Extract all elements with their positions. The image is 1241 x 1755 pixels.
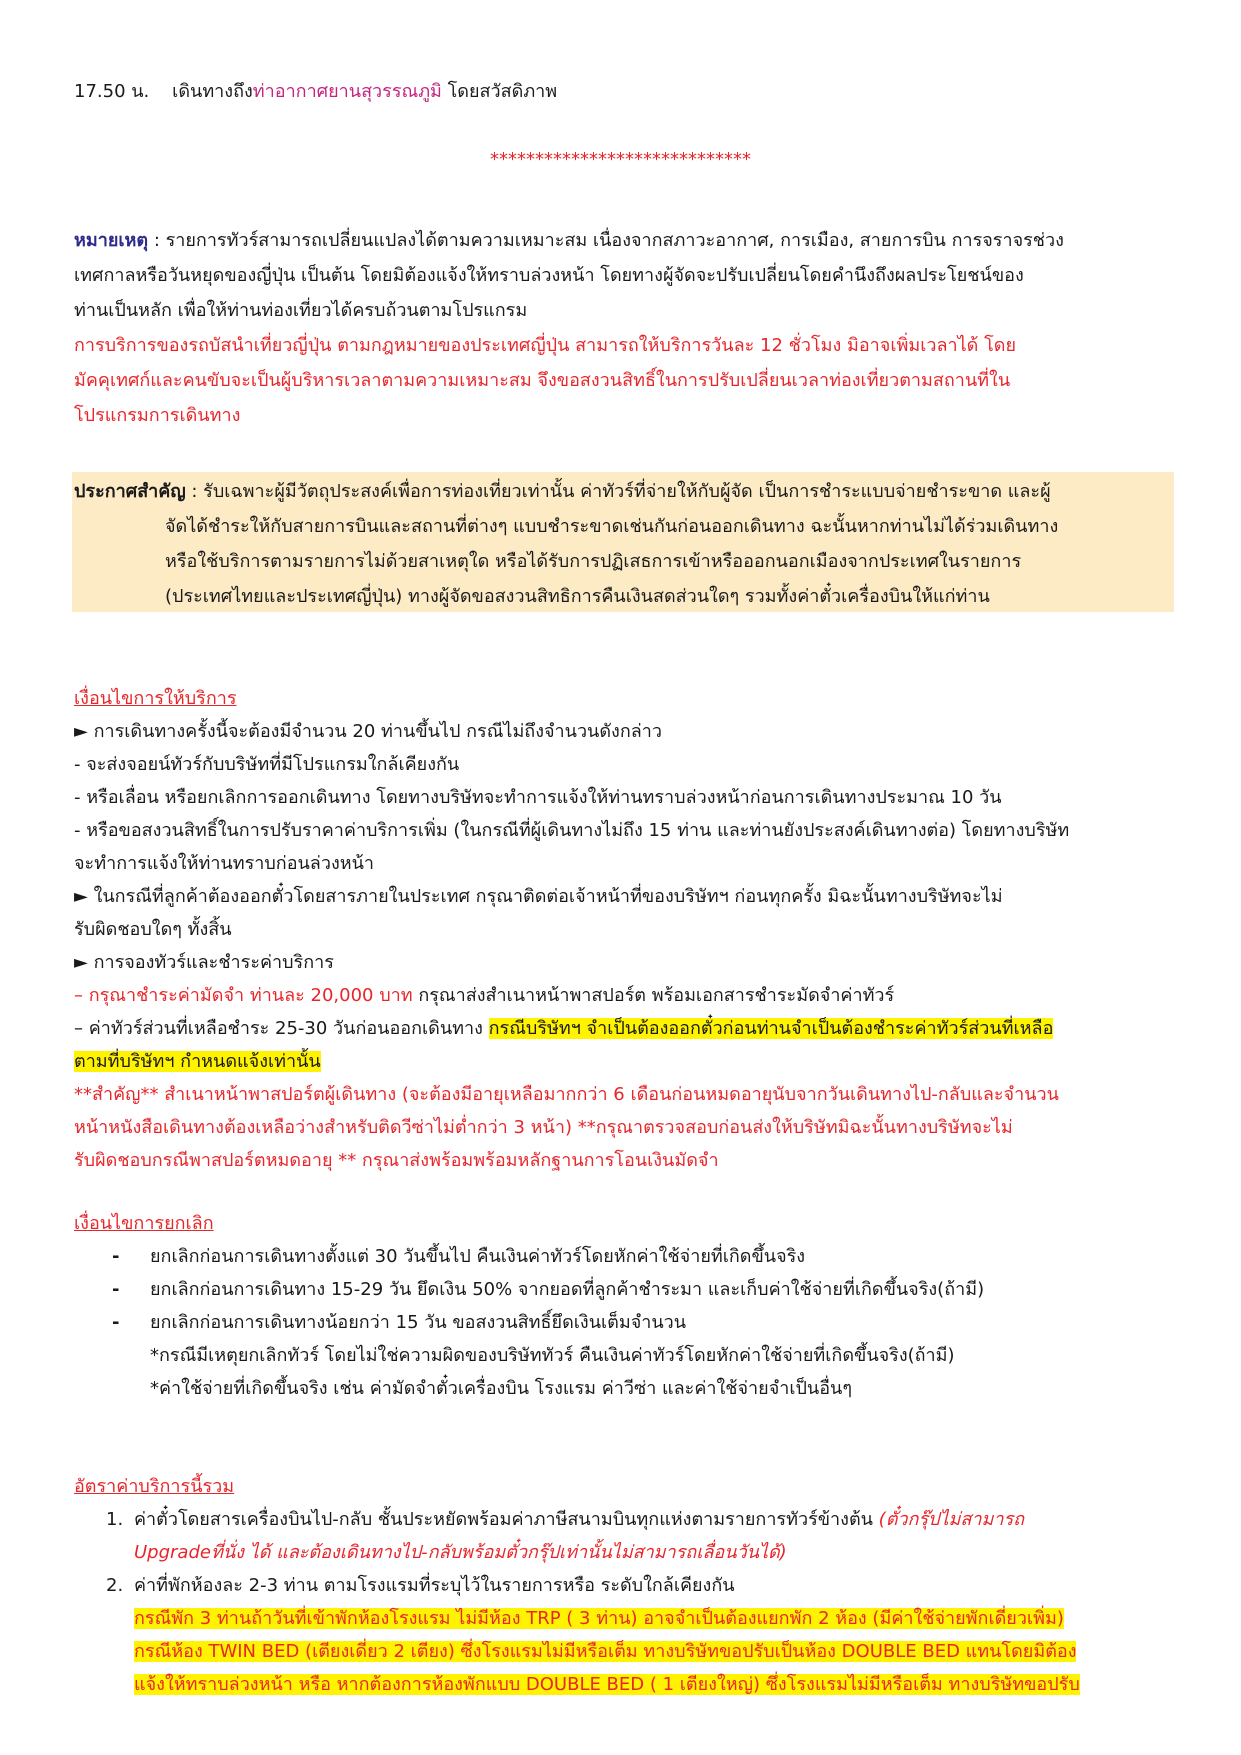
notice-text-1: : รับเฉพาะผู้มีวัตถุประสงค์เพื่อการท่องเที่ยวเท่านั้น ค่าทัวร์ที่จ่ายให้กับผู้จัด เป็นการชำระแบบจ่ายชำระขาด และผู้ xyxy=(185,481,1051,502)
included-heading: อัตราค่าบริการนี้รวม xyxy=(74,1476,235,1497)
cancel-note-1: *กรณีมีเหตุยกเลิกทัวร์ โดยไม่ใช่ความผิดของบริษัททัวร์ คืนเงินค่าทัวร์โดยหักค่าใช้จ่ายที่เกิดขึ้นจริง(ถ้ามี) xyxy=(150,1345,955,1366)
separator-stars: ***************************** xyxy=(490,149,751,170)
bus-rule-line-1: การบริการของรถบัสนำเที่ยวญี่ปุ่น ตามกฎหมายของประเทศญี่ปุ่น สามารถให้บริการวันละ 12 ชั่วโมง มิอาจเพิ่มเวลาได้ โดย xyxy=(74,335,1016,356)
notice-line-4: (ประเทศไทยและประเทศญี่ปุ่น) ทางผู้จัดขอสงวนสิทธิการคืนเงินสดส่วนใดๆ รวมทั้งค่าตั๋วเครื่องบินให้แก่ท่าน xyxy=(165,586,990,607)
bus-rule-line-3: โปรแกรมการเดินทาง xyxy=(74,405,241,426)
cancel-bullet-3: - xyxy=(112,1312,120,1333)
balance-line-2 xyxy=(74,1050,1174,1074)
remark-line-2: เทศกาลหรือวันหยุดของญี่ปุ่น เป็นต้น โดยมิต้องแจ้งให้ทราบล่วงหน้า โดยทางผู้จัดจะปรับเปลี่ยนโดยคำนึงถึงผลประโยชน์ของ xyxy=(74,265,1024,286)
arrival-text-end: โดยสวัสดิภาพ xyxy=(441,81,558,102)
condition-line-7: รับผิดชอบใดๆ ทั้งสิ้น xyxy=(74,919,232,940)
remark-line-3: ท่านเป็นหลัก เพื่อให้ท่านท่องเที่ยวได้ครบถ้วนตามโปรแกรม xyxy=(74,300,528,321)
balance-line xyxy=(74,1017,1174,1041)
included-number-1: 1. xyxy=(106,1509,124,1530)
included-item-1-note-2: Upgradeที่นั่ง ได้ และต้องเดินทางไป-กลับพร้อมตั๋วกรุ๊ปเท่านั้นไม่สามารถเลื่อนวันได้) xyxy=(134,1542,787,1563)
arrival-line xyxy=(74,80,1174,104)
cancel-item-2: ยกเลิกก่อนการเดินทาง 15-29 วัน ยึดเงิน 50% จากยอดที่ลูกค้าชำระมา และเก็บค่าใช้จ่ายที่เกิดขึ้นจริง(ถ้ามี) xyxy=(150,1279,985,1300)
cancel-bullet-1: - xyxy=(112,1246,120,1267)
arrival-time: 17.50 น. xyxy=(74,81,150,102)
cancel-item-1: ยกเลิกก่อนการเดินทางตั้งแต่ 30 วันขึ้นไป คืนเงินค่าทัวร์โดยหักค่าใช้จ่ายที่เกิดขึ้นจริง xyxy=(150,1246,806,1267)
deposit-rest: กรุณาส่งสำเนาหน้าพาสปอร์ต พร้อมเอกสารชำระมัดจำค่าทัวร์ xyxy=(412,985,895,1006)
room-note-2 xyxy=(134,1640,1234,1664)
room-note-1 xyxy=(134,1607,1234,1631)
cancel-item-3: ยกเลิกก่อนการเดินทางน้อยกว่า 15 วัน ขอสงวนสิทธิ์ยึดเงินเต็มจำนวน xyxy=(150,1312,687,1333)
included-item-2: ค่าที่พักห้องละ 2-3 ท่าน ตามโรงแรมที่ระบุไว้ในรายการหรือ ระดับใกล้เคียงกัน xyxy=(134,1575,735,1596)
condition-line-1: ► การเดินทางครั้งนี้จะต้องมีจำนวน 20 ท่านขึ้นไป กรณีไม่ถึงจำนวนดังกล่าว xyxy=(74,721,662,742)
included-item-1 xyxy=(134,1508,1234,1532)
airport-name: ท่าอากาศยานสุวรรณภูมิ xyxy=(252,81,442,102)
balance-text: – ค่าทัวร์ส่วนที่เหลือชำระ 25-30 วันก่อนออกเดินทาง xyxy=(74,1018,489,1039)
cancel-note-2: *ค่าใช้จ่ายที่เกิดขึ้นจริง เช่น ค่ามัดจำตั๋วเครื่องบิน โรงแรม ค่าวีซ่า และค่าใช้จ่ายจำเป็นอื่นๆ xyxy=(150,1378,853,1399)
included-item-1-note: (ตั๋วกรุ๊ปไม่สามารถ xyxy=(878,1509,1025,1530)
remark-line-1 xyxy=(74,229,1174,253)
condition-line-6: ► ในกรณีที่ลูกค้าต้องออกตั๋วโดยสารภายในประเทศ กรุณาติดต่อเจ้าหน้าที่ของบริษัทฯ ก่อนทุกครั้ง มิฉะนั้นทางบริษัทจะไม่ xyxy=(74,886,1003,907)
deposit-amount: – กรุณาชำระค่ามัดจำ ท่านละ 20,000 บาท xyxy=(74,985,413,1006)
important-line-3: รับผิดชอบกรณีพาสปอร์ตหมดอายุ ** กรุณาส่งพร้อมพร้อมหลักฐานการโอนเงินมัดจำ xyxy=(74,1150,719,1171)
notice-line-2: จัดได้ชำระให้กับสายการบินและสถานที่ต่างๆ แบบชำระขาดเช่นกันก่อนออกเดินทาง ฉะนั้นหากท่านไม่ได้ร่วมเดินทาง xyxy=(165,516,1059,537)
included-item-1-text: ค่าตั๋วโดยสารเครื่องบินไป-กลับ ชั้นประหยัดพร้อมค่าภาษีสนามบินทุกแห่งตามรายการทัวร์ข้างต้น xyxy=(134,1509,879,1530)
notice-line-1 xyxy=(74,480,1174,504)
bus-rule-line-2: มัคคุเทศก์และคนขับจะเป็นผู้บริหารเวลาตามความเหมาะสม จึงขอสงวนสิทธิ์ในการปรับเปลี่ยนเวลาท่องเที่ยวตามสถานที่ใน xyxy=(74,370,1011,391)
cancellation-heading: เงื่อนไขการยกเลิก xyxy=(74,1213,214,1234)
remark-label: หมายเหตุ xyxy=(74,230,149,251)
room-note-3-text: แจ้งให้ทราบล่วงหน้า หรือ หากต้องการห้องพักแบบ DOUBLE BED ( 1 เตียงใหญ่) ซึ่งโรงแรมไม่มีหรือเต็ม ทางบริษัทขอปรับ xyxy=(134,1674,1080,1695)
arrival-text: เดินทางถึง xyxy=(172,81,253,102)
included-number-2: 2. xyxy=(106,1575,124,1596)
room-note-2-text: กรณีห้อง TWIN BED (เตียงเดี่ยว 2 เตียง) ซึ่งโรงแรมไม่มีหรือเต็ม ทางบริษัทขอปรับเป็นห้อง DOUBLE BED แทนโดยมิต้อง xyxy=(134,1641,1077,1662)
notice-line-3: หรือใช้บริการตามรายการไม่ด้วยสาเหตุใด หรือได้รับการปฏิเสธการเข้าหรือออกนอกเมืองจากประเทศในรายการ xyxy=(165,551,1022,572)
condition-line-2: - จะส่งจอยน์ทัวร์กับบริษัทที่มีโปรแกรมใกล้เคียงกัน xyxy=(74,754,460,775)
condition-line-8: ► การจองทัวร์และชำระค่าบริการ xyxy=(74,952,334,973)
deposit-line xyxy=(74,984,1174,1008)
notice-label: ประกาศสำคัญ xyxy=(74,481,186,502)
important-line-2: หน้าหนังสือเดินทางต้องเหลือว่างสำหรับติดวีซ่าไม่ต่ำกว่า 3 หน้า) **กรุณาตรวจสอบก่อนส่งให้บริษัทมิฉะนั้นทางบริษัทจะไม่ xyxy=(74,1117,1013,1138)
remark-text-1: : รายการทัวร์สามารถเปลี่ยนแปลงได้ตามความเหมาะสม เนื่องจากสภาวะอากาศ, การเมือง, สายการบิน การจราจรช่วง xyxy=(148,230,1064,251)
balance-highlight-2: ตามที่บริษัทฯ กำหนดแจ้งเท่านั้น xyxy=(74,1051,321,1072)
balance-highlight: กรณีบริษัทฯ จำเป็นต้องออกตั๋วก่อนท่านจำเป็นต้องชำระค่าทัวร์ส่วนที่เหลือ xyxy=(488,1018,1054,1039)
cancel-bullet-2: - xyxy=(112,1279,120,1300)
conditions-heading: เงื่อนไขการให้บริการ xyxy=(74,688,237,709)
condition-line-5: จะทำการแจ้งให้ท่านทราบก่อนล่วงหน้า xyxy=(74,853,375,874)
condition-line-3: - หรือเลื่อน หรือยกเลิกการออกเดินทาง โดยทางบริษัทจะทำการแจ้งให้ท่านทราบล่วงหน้าก่อนการเดินทางประมาณ 10 วัน xyxy=(74,787,1002,808)
important-line-1: **สำคัญ** สำเนาหน้าพาสปอร์ตผู้เดินทาง (จะต้องมีอายุเหลือมากกว่า 6 เดือนก่อนหมดอายุนับจากวันเดินทางไป-กลับและจำนวน xyxy=(74,1084,1059,1105)
condition-line-4: - หรือขอสงวนสิทธิ์ในการปรับราคาค่าบริการเพิ่ม (ในกรณีที่ผู้เดินทางไม่ถึง 15 ท่าน และท่านยังประสงค์เดินทางต่อ) โดยทางบริษัท xyxy=(74,820,1070,841)
room-note-3 xyxy=(134,1673,1234,1697)
room-note-1-text: กรณีพัก 3 ท่านถ้าวันที่เข้าพักห้องโรงแรม ไม่มีห้อง TRP ( 3 ท่าน) อาจจำเป็นต้องแยกพัก 2 ห้อง (มีค่าใช้จ่ายพักเดี่ยวเพิ่ม) xyxy=(134,1608,1064,1629)
